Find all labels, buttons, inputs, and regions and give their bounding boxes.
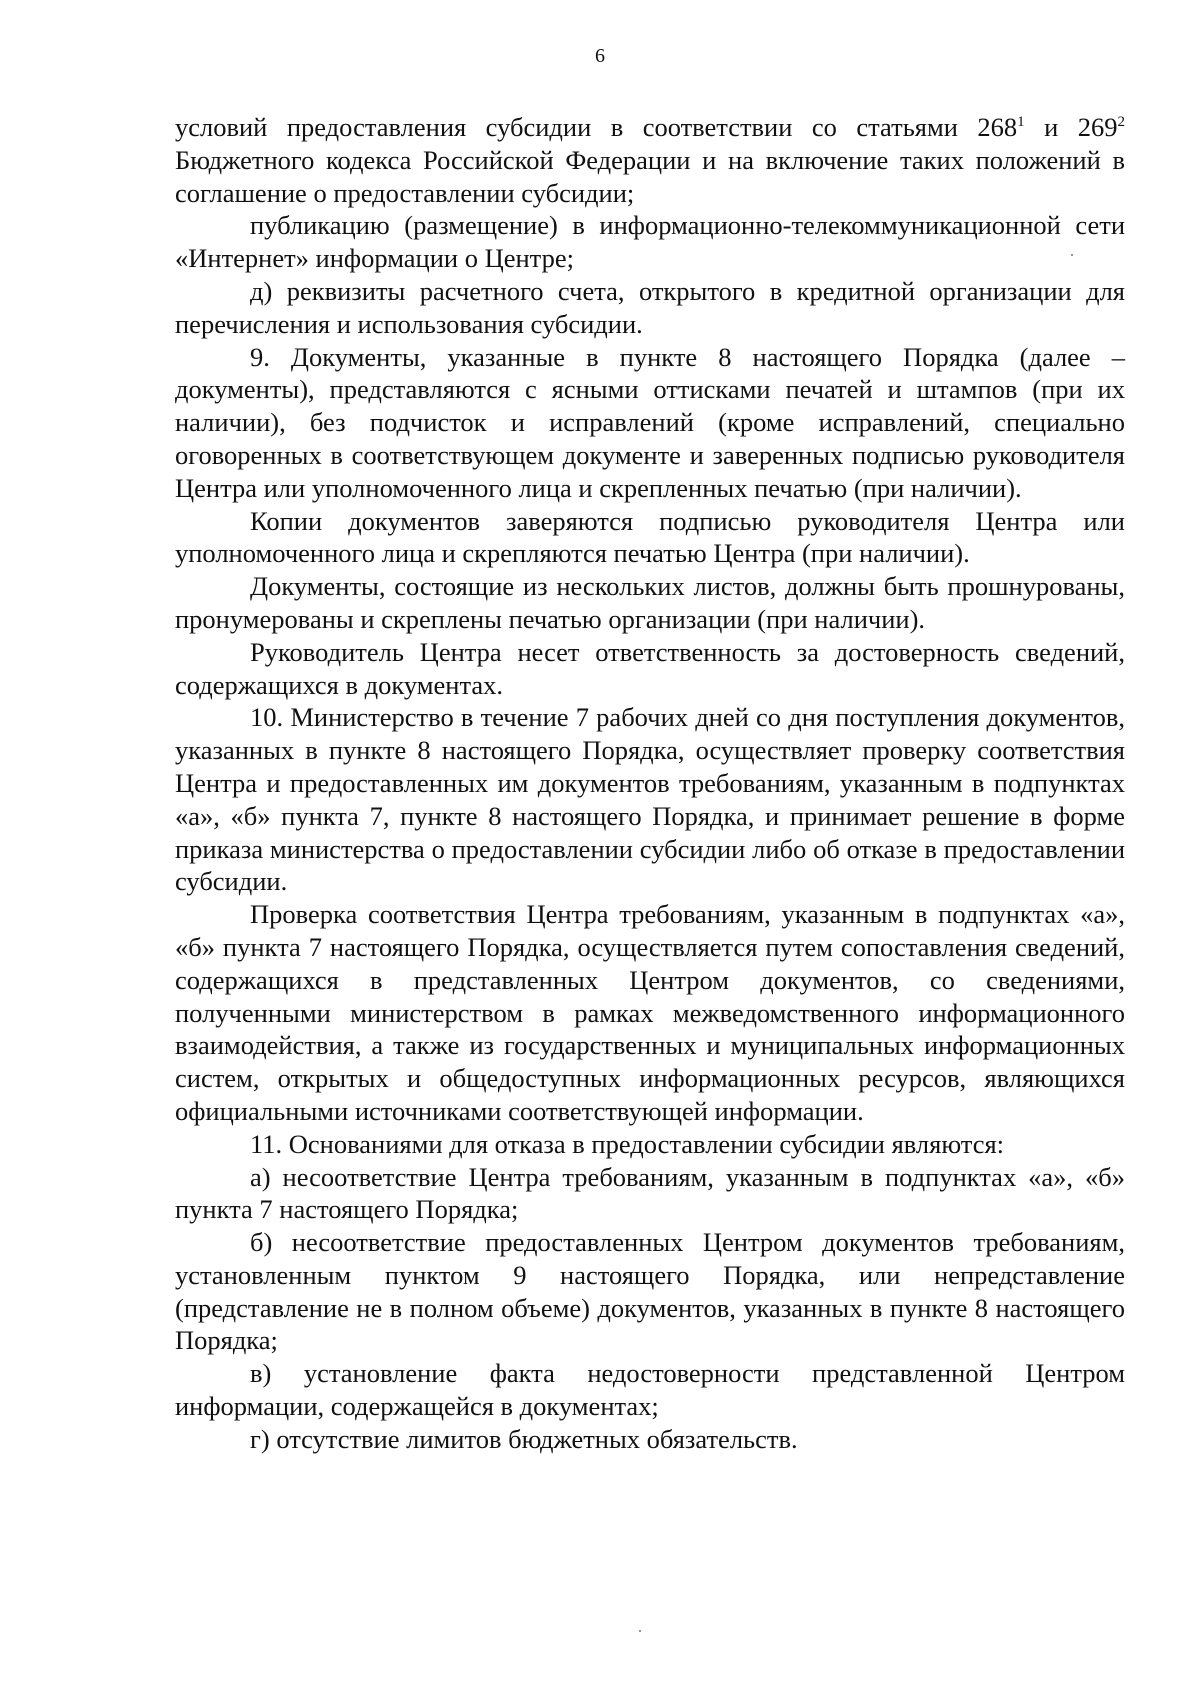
paragraph-clause-11: 11. Основаниями для отказа в предоставлении субсидии являются: — [250, 1128, 1005, 1159]
page-number: 6 — [595, 45, 605, 67]
paragraph-text: Бюджетного кодекса Российской Федерации и на включение таких положений в соглашение о предоставлении субсидии; — [175, 144, 1125, 208]
paragraph-item-v: в) установление факта недостоверности представленной Центром информации, содержащейся в документах; — [175, 1358, 1125, 1422]
document-body — [175, 111, 1125, 1456]
paragraph-publication: публикацию (размещение) в информационно-телекоммуникационной сети «Интернет» информации о Центре; — [175, 210, 1125, 274]
superscript: 1 — [1017, 114, 1025, 131]
paragraph-item-a: а) несоответствие Центра требованиям, указанным в подпунктах «а», «б» пункта 7 настоящего Порядка; — [175, 1161, 1125, 1225]
superscript: 2 — [1117, 114, 1126, 131]
paragraph-responsibility: Руководитель Центра несет ответственность за достоверность сведений, содержащихся в документах. — [175, 636, 1125, 700]
paragraph-multi-sheet: Документы, состоящие из нескольких листов, должны быть прошнурованы, пронумерованы и скреплены печатью организации (при наличии). — [175, 571, 1125, 634]
scan-speck — [639, 1630, 641, 1632]
paragraph-verification: Проверка соответствия Центра требованиям, указанным в подпунктах «а», «б» пункта 7 настоящего Порядка, осуществляется путем сопоставления сведений, содержащихся в представленных Центром документов, со сведениями, полученными министерством в рамках межведомственного информационного взаимодействия, а также из государственных и муниципальных информационных систем, открытых и общедоступных информационных ресурсов, являющихся официальными источниками соответствующей информации. — [175, 899, 1125, 1126]
paragraph-clause-9: 9. Документы, указанные в пункте 8 настоящего Порядка (далее – документы), представляются с ясными оттисками печатей и штампов (при их наличии), без подчисток и исправлений (кроме исправлений, специально оговоренных в соответствующем документе и заверенных подписью руководителя Центра или уполномоченного лица и скрепленных печатью (при наличии). — [175, 341, 1125, 503]
paragraph-item-g: г) отсутствие лимитов бюджетных обязательств. — [250, 1423, 798, 1454]
paragraph-copies: Копии документов заверяются подписью руководителя Центра или уполномоченного лица и скрепляются печатью Центра (при наличии). — [175, 505, 1125, 569]
paragraph-item-d: д) реквизиты расчетного счета, открытого в кредитной организации для перечисления и использования субсидии. — [175, 275, 1125, 339]
paragraph-continuation — [175, 111, 1125, 209]
paragraph-clause-10: 10. Министерство в течение 7 рабочих дней со дня поступления документов, указанных в пункте 8 настоящего Порядка, осуществляет проверку соответствия Центра и предоставленных им документов требованиям, указанным в подпунктах «а», «б» пункта 7, пункте 8 настоящего Порядка, и принимает решение в форме приказа министерства о предоставлении субсидии либо об отказе в предоставлении субсидии. — [175, 702, 1125, 897]
paragraph-text: и 269 — [1024, 112, 1118, 142]
paragraph-text: условий предоставления субсидии в соответствии со статьями 268 — [175, 112, 1018, 142]
scan-speck — [1071, 254, 1073, 256]
paragraph-item-b: б) несоответствие предоставленных Центром документов требованиям, установленным пунктом 9 настоящего Порядка, или непредставление (представление не в полном объеме) документов, указанных в пункте 8 настоящего Порядка; — [175, 1227, 1125, 1356]
